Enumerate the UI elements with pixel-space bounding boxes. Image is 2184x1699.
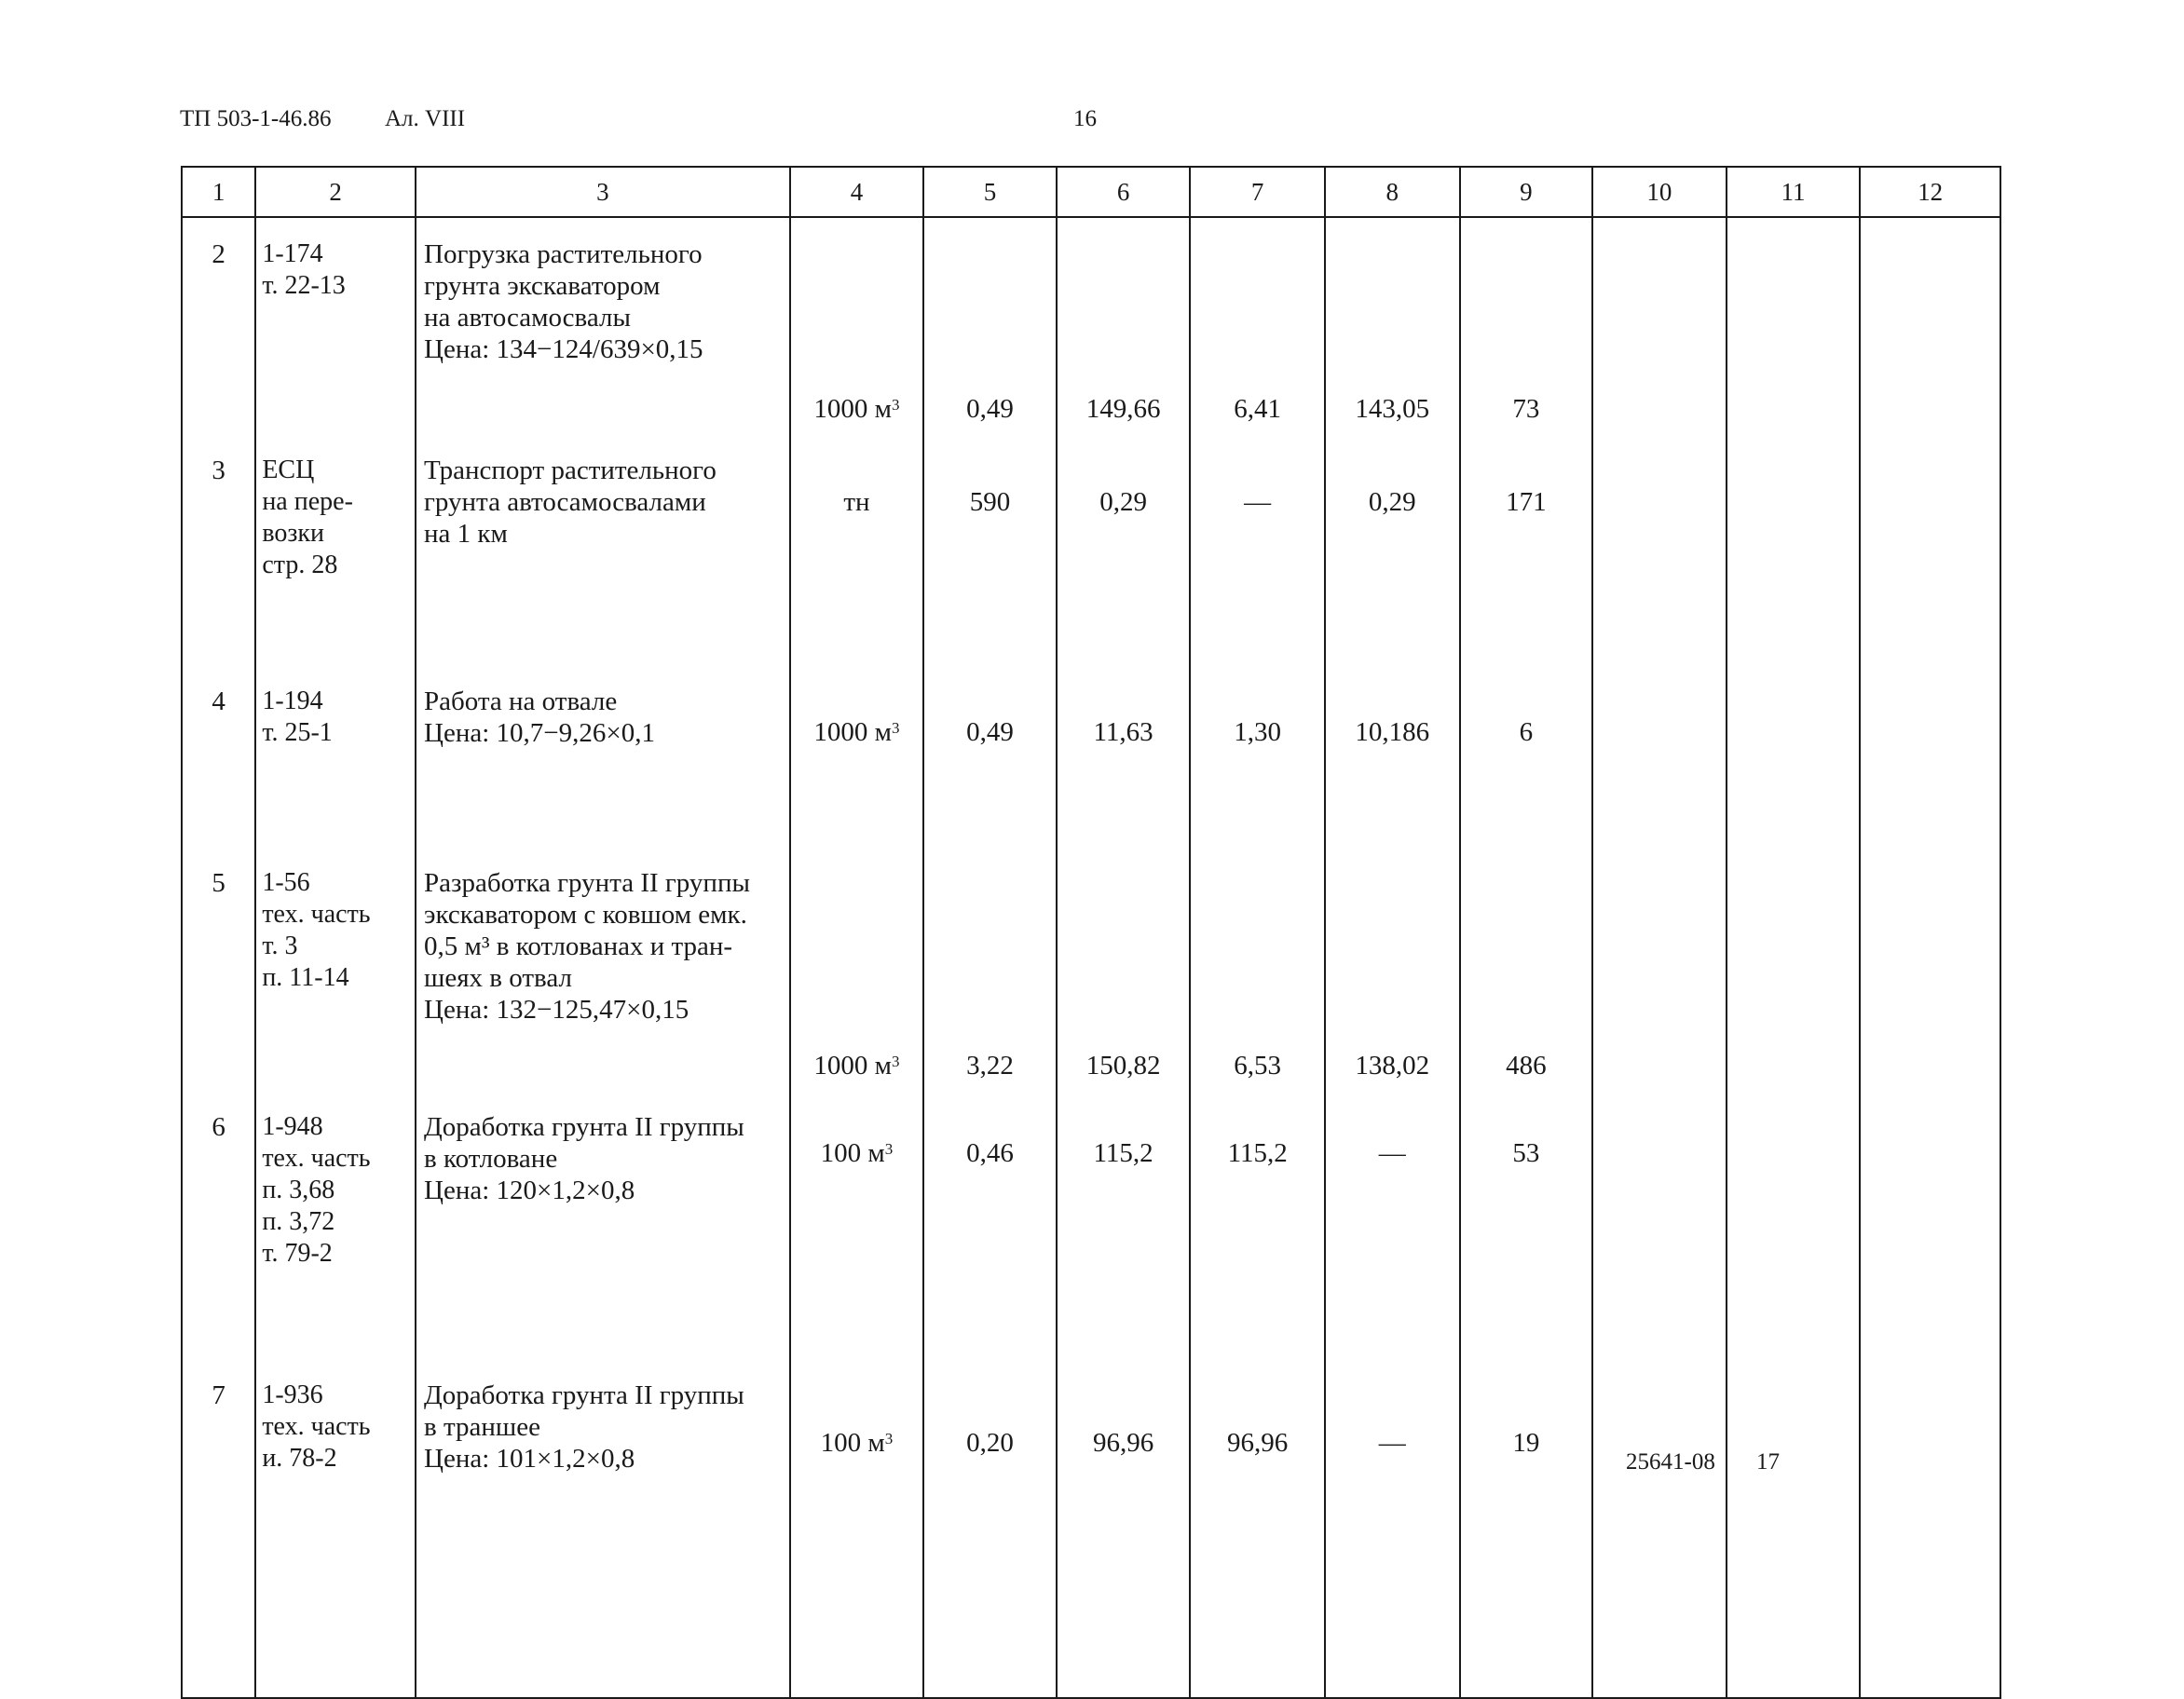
value-cell: — xyxy=(1325,1091,1460,1359)
column-header: 11 xyxy=(1727,167,1861,217)
unit-cell: тн xyxy=(790,434,924,665)
column-number-row xyxy=(182,167,2000,217)
value-cell: 96,96 xyxy=(1057,1359,1191,1698)
work-description: Работа на отвале Цена: 10,7−9,26×0,1 xyxy=(416,665,790,847)
estimate-table xyxy=(181,166,2001,1699)
price-code: 1-194 т. 25-1 xyxy=(255,665,416,847)
row-number: 5 xyxy=(182,847,255,1091)
empty-cell xyxy=(1592,1091,1727,1359)
column-header: 1 xyxy=(182,167,255,217)
row-number: 7 xyxy=(182,1359,255,1698)
price-code: 1-56 тех. часть т. 3 п. 11-14 xyxy=(255,847,416,1091)
value-cell: 10,186 xyxy=(1325,665,1460,847)
column-header: 12 xyxy=(1860,167,2000,217)
row-number: 2 xyxy=(182,217,255,434)
work-description: Транспорт растительного грунта автосамосвалами на 1 км xyxy=(416,434,790,665)
total-cell: 19 xyxy=(1460,1359,1593,1698)
empty-cell xyxy=(1860,1091,2000,1359)
quantity-cell: 0,46 xyxy=(923,1091,1057,1359)
empty-cell xyxy=(1860,847,2000,1091)
column-header: 6 xyxy=(1057,167,1191,217)
work-description: Погрузка растительного грунта экскаватором на автосамосвалы Цена: 134−124/639×0,15 xyxy=(416,217,790,434)
empty-cell xyxy=(1727,217,1861,434)
empty-cell xyxy=(1727,847,1861,1091)
total-cell: 486 xyxy=(1460,847,1593,1091)
empty-cell xyxy=(1592,665,1727,847)
price-code: 1-936 тех. часть и. 78-2 xyxy=(255,1359,416,1698)
table-row xyxy=(182,217,2000,434)
column-header: 5 xyxy=(923,167,1057,217)
price-code: 1-948 тех. часть п. 3,68 п. 3,72 т. 79-2 xyxy=(255,1091,416,1359)
unit-cell: 1000 $м^3$ xyxy=(790,665,924,847)
value-cell: 0,29 xyxy=(1057,434,1191,665)
column-header: 4 xyxy=(790,167,924,217)
value-cell: 0,29 xyxy=(1325,434,1460,665)
empty-cell xyxy=(1592,1359,1727,1698)
value-cell: — xyxy=(1190,434,1325,665)
value-cell: 115,2 xyxy=(1190,1091,1325,1359)
table-row xyxy=(182,665,2000,847)
column-header: 10 xyxy=(1592,167,1727,217)
table-row xyxy=(182,1091,2000,1359)
empty-cell xyxy=(1592,217,1727,434)
empty-cell xyxy=(1860,1359,2000,1698)
table-row xyxy=(182,847,2000,1091)
empty-cell xyxy=(1592,847,1727,1091)
total-cell: 73 xyxy=(1460,217,1593,434)
work-description: Доработка грунта II группы в траншее Цена: 101×1,2×0,8 xyxy=(416,1359,790,1698)
empty-cell xyxy=(1860,434,2000,665)
sheet-code: 25641-08 xyxy=(1626,1449,1715,1475)
empty-cell xyxy=(1727,665,1861,847)
price-code: 1-174 т. 22-13 xyxy=(255,217,416,434)
empty-cell xyxy=(1860,217,2000,434)
value-cell: 143,05 xyxy=(1325,217,1460,434)
empty-cell xyxy=(1592,434,1727,665)
value-cell: 6,41 xyxy=(1190,217,1325,434)
work-description: Разработка грунта II группы экскаватором с ковшом емк. 0,5 м³ в котлованах и тран- шеях в отвал Цена: 132−125,47×0,15 xyxy=(416,847,790,1091)
value-cell: 115,2 xyxy=(1057,1091,1191,1359)
value-cell: 150,82 xyxy=(1057,847,1191,1091)
total-cell: 6 xyxy=(1460,665,1593,847)
row-number: 3 xyxy=(182,434,255,665)
value-cell: 138,02 xyxy=(1325,847,1460,1091)
column-header: 7 xyxy=(1190,167,1325,217)
row-number: 4 xyxy=(182,665,255,847)
empty-cell xyxy=(1727,1359,1861,1698)
empty-cell xyxy=(1860,665,2000,847)
value-cell: — xyxy=(1325,1359,1460,1698)
column-header: 3 xyxy=(416,167,790,217)
page-number: 16 xyxy=(1073,106,1097,131)
value-cell: 96,96 xyxy=(1190,1359,1325,1698)
album-number: Ал. VIII xyxy=(385,106,466,131)
quantity-cell: 0,49 xyxy=(923,217,1057,434)
quantity-cell: 3,22 xyxy=(923,847,1057,1091)
unit-cell: 1000 $м^3$ xyxy=(790,217,924,434)
unit-cell: 100 $м^3$ xyxy=(790,1091,924,1359)
column-header: 9 xyxy=(1460,167,1593,217)
table-row xyxy=(182,434,2000,665)
total-cell: 171 xyxy=(1460,434,1593,665)
value-cell: 1,30 xyxy=(1190,665,1325,847)
total-cell: 53 xyxy=(1460,1091,1593,1359)
document-code: ТП 503-1-46.86 xyxy=(180,106,332,131)
work-description: Доработка грунта II группы в котловане Цена: 120×1,2×0,8 xyxy=(416,1091,790,1359)
value-cell: 149,66 xyxy=(1057,217,1191,434)
quantity-cell: 0,20 xyxy=(923,1359,1057,1698)
price-code: ЕСЦ на пере- возки стр. 28 xyxy=(255,434,416,665)
value-cell: 11,63 xyxy=(1057,665,1191,847)
unit-cell: 1000 $м^3$ xyxy=(790,847,924,1091)
unit-cell: 100 $м^3$ xyxy=(790,1359,924,1698)
value-cell: 6,53 xyxy=(1190,847,1325,1091)
table-row xyxy=(182,1359,2000,1698)
empty-cell xyxy=(1727,1091,1861,1359)
row-number: 6 xyxy=(182,1091,255,1359)
empty-cell xyxy=(1727,434,1861,665)
quantity-cell: 590 xyxy=(923,434,1057,665)
column-header: 8 xyxy=(1325,167,1460,217)
column-header: 2 xyxy=(255,167,416,217)
sheet-number: 17 xyxy=(1756,1449,1780,1475)
quantity-cell: 0,49 xyxy=(923,665,1057,847)
